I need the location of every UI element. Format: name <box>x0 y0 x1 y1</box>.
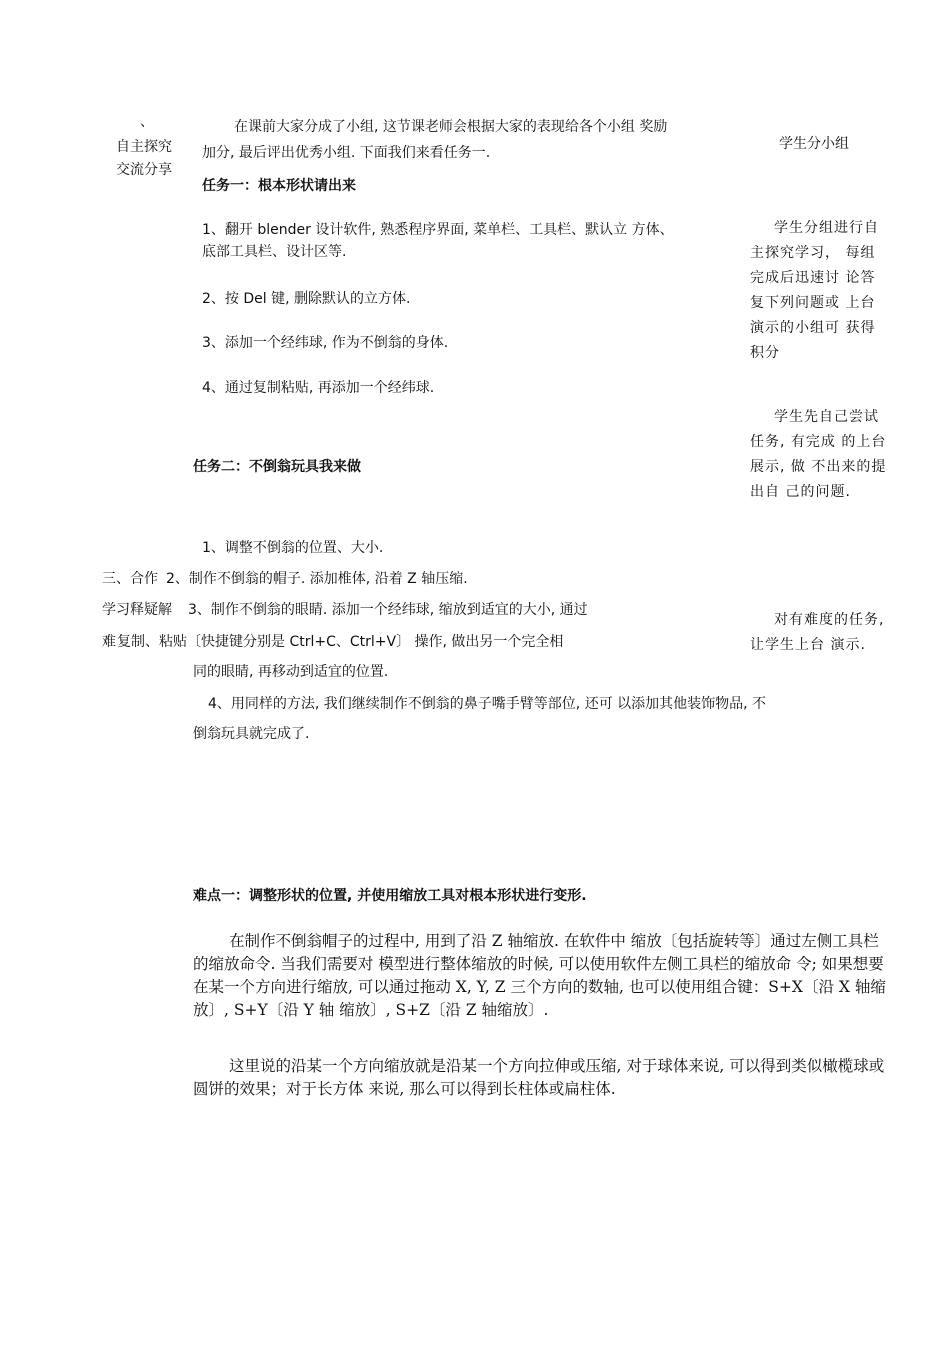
task1-item1-line1: 1、翻开 blender 设计软件, 熟悉程序界面, 菜单栏、工具栏、默认立 方体、 <box>202 222 674 238</box>
section-one-label-line1: 自主探究 <box>116 139 172 155</box>
intro-line-2: 加分, 最后评出优秀小组. 下面我们来看任务一. <box>202 145 491 161</box>
note-difficult-tasks: 对有难度的任务, 让学生上台 演示. <box>750 612 885 653</box>
note-self-attempt: 学生先自己尝试任务, 有完成 的上台展示, 做 不出来的提出自 己的问题. <box>750 409 887 500</box>
task2-item3-line2: 复制、粘贴〔快捷键分别是 Ctrl+C、Ctrl+V〕 操作, 做出另一个完全相 <box>117 634 564 650</box>
task1-heading: 任务一：根本形状请出来 <box>202 178 356 194</box>
difficulty-paragraph-1 <box>193 930 893 1022</box>
section-three-label-line1: 三、合作 <box>102 571 158 587</box>
task2-item4-line2: 倒翁玩具就完成了. <box>193 726 310 742</box>
task2-item4-line1: 4、用同样的方法, 我们继续制作不倒翁的鼻子嘴手臂等部位, 还可 以添加其他装饰物品, 不 <box>208 696 767 712</box>
task2-item3-line1: 3、制作不倒翁的眼睛. 添加一个经纬球, 缩放到适宜的大小, 通过 <box>188 602 588 618</box>
task1-item1-line2: 底部工具栏、设计区等. <box>202 244 347 260</box>
task2-item2: 2、制作不倒翁的帽子. 添加椎体, 沿着 Z 轴压缩. <box>166 571 468 587</box>
difficulty-paragraph-1-text: 在制作不倒翁帽子的过程中, 用到了沿 Z 轴缩放. 在软件中 缩放〔包括旋转等〕通过左侧工具栏的缩放命令. 当我们需要对 模型进行整体缩放的时候, 可以使用软件左侧工具栏的缩放命 令; 如果想要在某一个方向进行缩放, 可以通过拖动 X, Y, Z 三个方向的数轴, 也可以使用组合键：S+X〔沿 X 轴缩放〕, S+Y〔沿 Y 轴 缩放〕, S+Z〔沿 Z 轴缩放〕. <box>193 932 886 1019</box>
task2-item3-line3: 同的眼睛, 再移动到适宜的位置. <box>193 664 389 680</box>
task1-item3: 3、添加一个经纬球, 作为不倒翁的身体. <box>202 335 449 351</box>
task1-item2: 2、按 Del 键, 删除默认的立方体. <box>202 291 411 307</box>
difficulty-paragraph-2-text: 这里说的沿某一个方向缩放就是沿某一个方向拉伸或压缩, 对于球体来说, 可以得到类似橄榄球或圆饼的效果；对于长方体 来说, 那么可以得到长柱体或扁柱体. <box>193 1057 885 1098</box>
difficulty-paragraph-2 <box>193 1055 893 1101</box>
note-group-inquiry: 学生分组进行自主探究学习， 每组完成后迅速讨 论答复下列问题或 上台演示的小组可 获得积分 <box>750 220 879 361</box>
task1-item4: 4、通过复制粘贴, 再添加一个经纬球. <box>202 380 435 396</box>
section-three-label-line2: 学习释疑解 <box>102 602 172 618</box>
intro-line-1: 在课前大家分成了小组, 这节课老师会根据大家的表现给各个小组 奖励 <box>234 119 668 135</box>
task2-heading: 任务二：不倒翁玩具我来做 <box>193 459 361 475</box>
section-three-label-line3: 难 <box>102 634 116 650</box>
left-mark: 、 <box>140 114 154 130</box>
task2-item1: 1、调整不倒翁的位置、大小. <box>202 540 384 556</box>
note-group-setup: 学生分小组 <box>779 136 849 152</box>
difficulty-heading: 难点一：调整形状的位置, 并使用缩放工具对根本形状进行变形. <box>193 888 587 904</box>
section-one-label-line2: 交流分享 <box>116 162 172 178</box>
